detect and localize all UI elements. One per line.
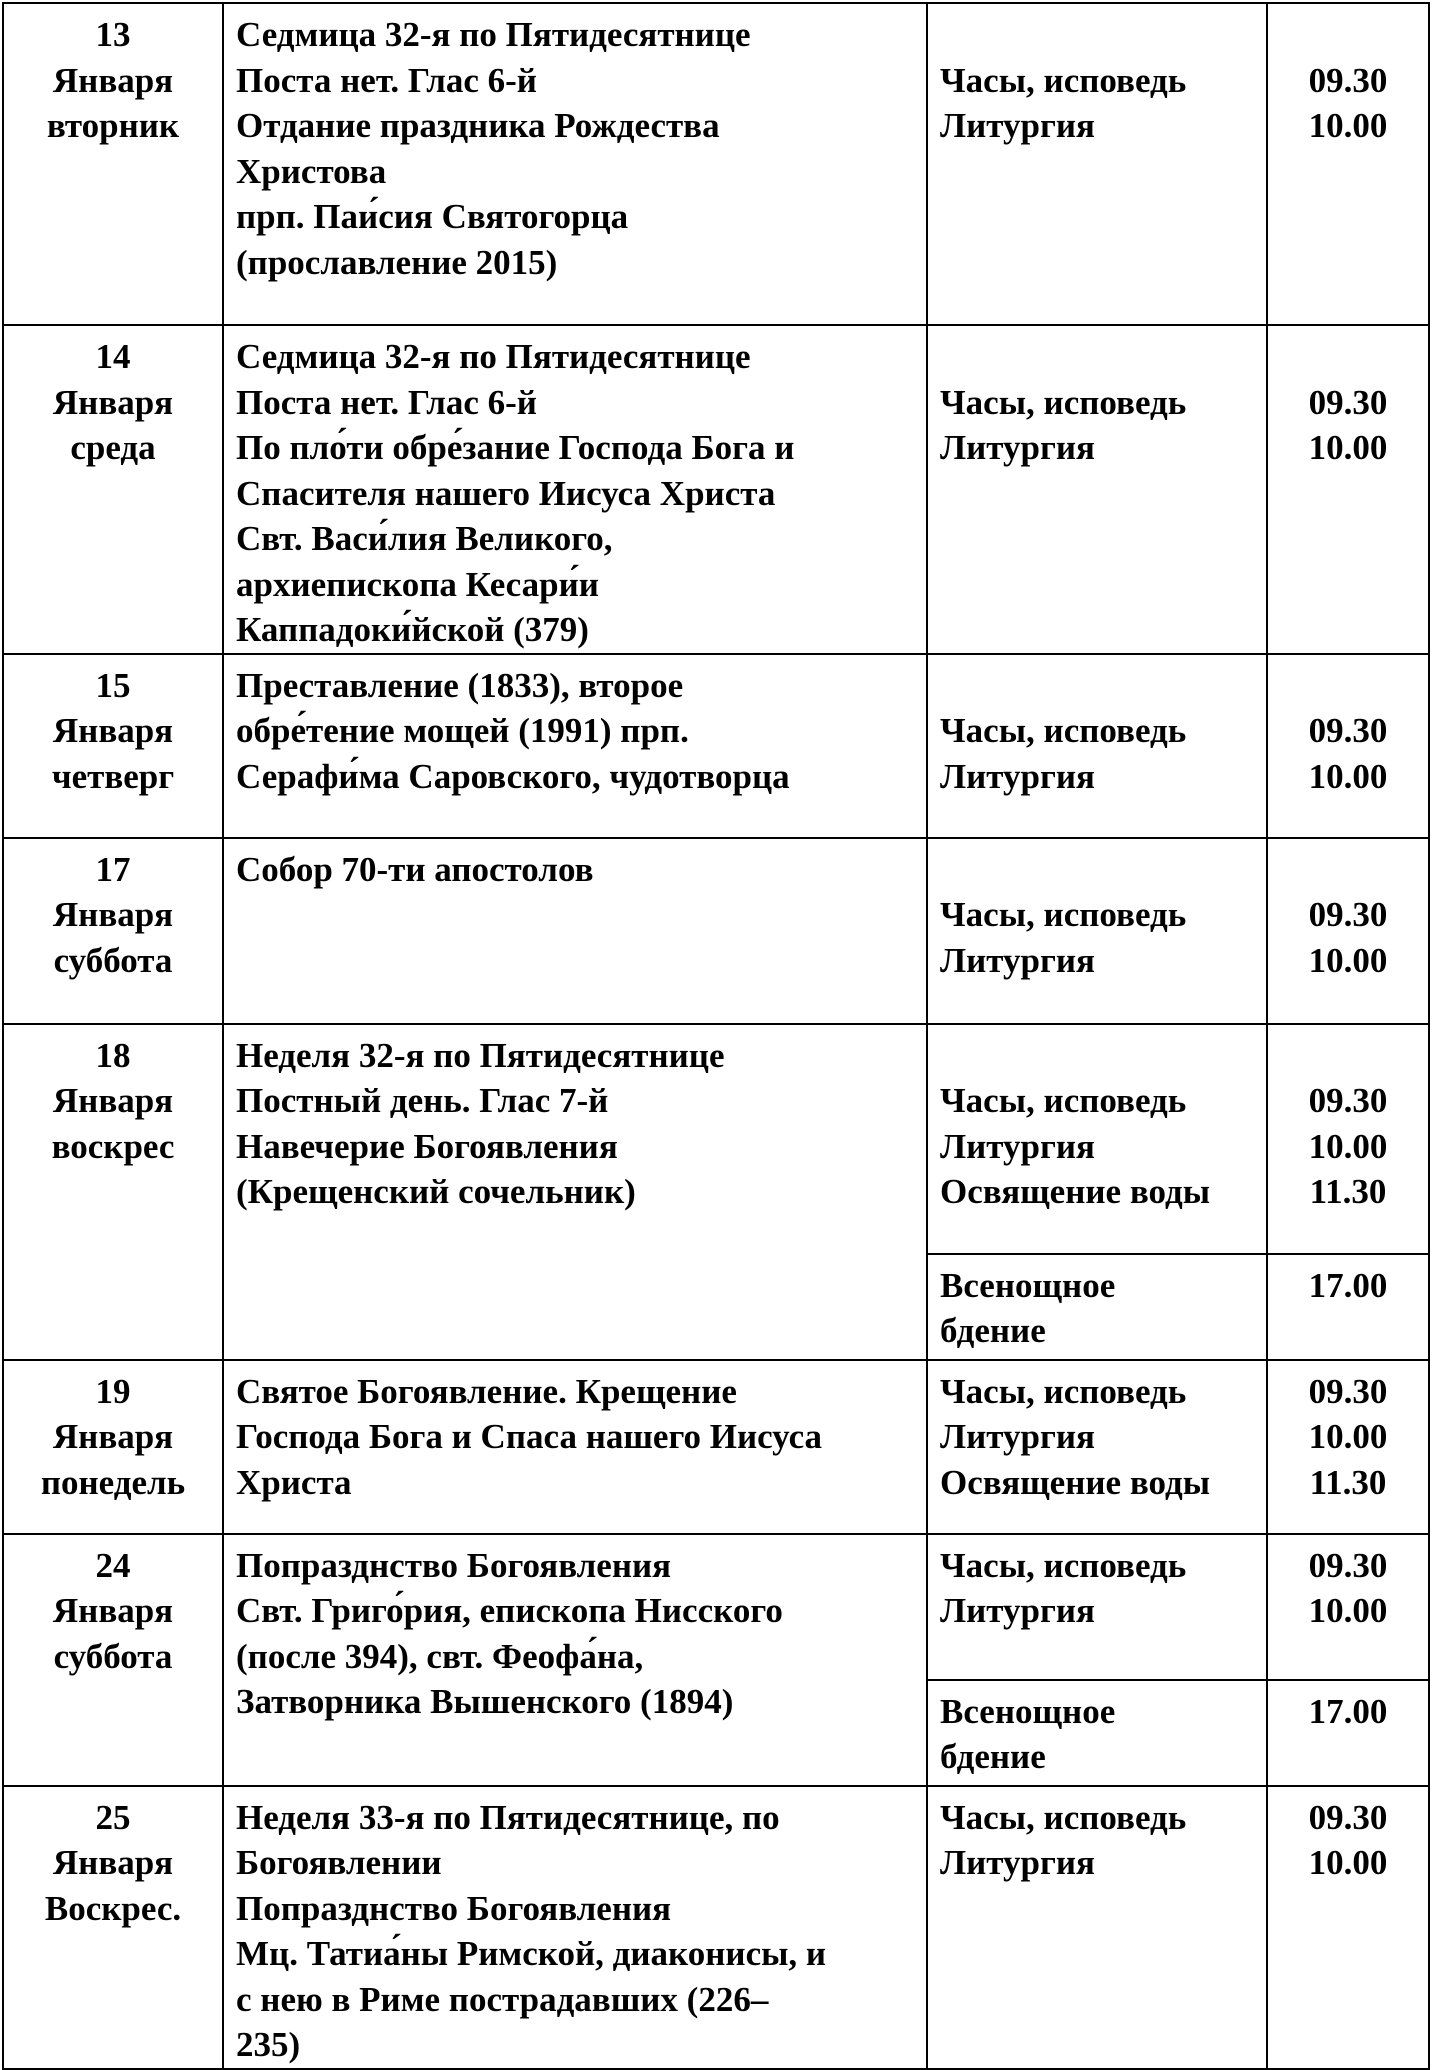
service-time: 09.30	[1308, 60, 1388, 100]
service-time: 10.00	[1308, 1126, 1388, 1166]
date-line: среда	[70, 428, 156, 467]
service-name: Литургия	[940, 1591, 1095, 1630]
date-line: Января	[52, 711, 174, 750]
service-name: Часы, исповедь	[940, 1371, 1187, 1411]
schedule-row	[3, 3, 1429, 325]
feast-line: Преставление (1833), второе	[236, 665, 684, 705]
service-name: Литургия	[940, 106, 1095, 145]
feast-line: Христова	[236, 151, 387, 191]
feast-line: Седмица 32-я по Пятидесятнице	[236, 337, 751, 376]
service-time: 09.30	[1308, 1081, 1388, 1120]
service-name: Освящение воды	[940, 1462, 1211, 1502]
service-name: Литургия	[940, 1843, 1095, 1882]
time-cell	[1267, 1786, 1429, 2069]
feast-line: Неделя 33-я по Пятидесятнице, по	[236, 1797, 780, 1837]
service-name	[940, 1033, 1256, 1079]
feast-line: Серафи́ма Саровского, чудотворца	[236, 756, 790, 796]
service-time: 11.30	[1309, 1462, 1387, 1502]
service-name: Часы, исповедь	[940, 60, 1187, 100]
service-cell	[927, 3, 1267, 325]
feast-line: 235)	[236, 2025, 301, 2064]
feast-line: Собор 70-ти апостолов	[236, 849, 594, 889]
service-name: Литургия	[940, 940, 1095, 980]
feast-line: Христа	[236, 1462, 352, 1502]
date-cell	[3, 654, 223, 838]
schedule-row	[3, 1534, 1429, 1680]
date-line: Января	[52, 1843, 174, 1882]
date-line: воскрес	[51, 1126, 175, 1166]
service-time: 10.00	[1308, 428, 1388, 467]
service-name: бдение	[940, 1737, 1046, 1776]
service-time: 10.00	[1308, 756, 1388, 796]
date-line: 19	[95, 1371, 131, 1411]
feast-line: Неделя 32-я по Пятидесятнице	[236, 1035, 725, 1075]
service-time	[1272, 12, 1424, 58]
feast-line: (после 394), свт. Феофа́на,	[236, 1636, 644, 1676]
feast-description-cell	[223, 838, 927, 1024]
date-line: 25	[95, 1797, 131, 1837]
feast-line: Мц. Татиа́ны Римской, диаконисы, и	[236, 1934, 827, 1973]
date-line: Января	[52, 895, 174, 934]
time-cell	[1267, 1254, 1429, 1360]
service-cell	[927, 654, 1267, 838]
service-time: 17.00	[1308, 1265, 1388, 1305]
service-time: 09.30	[1308, 711, 1388, 750]
feast-line: Поста нет. Глас 6-й	[236, 60, 537, 100]
date-line: суббота	[53, 1636, 173, 1676]
date-line: понедель	[40, 1462, 186, 1502]
date-line: Января	[52, 60, 174, 100]
date-cell	[3, 3, 223, 325]
service-name: бдение	[940, 1311, 1046, 1350]
date-line: четверг	[51, 756, 175, 796]
service-cell	[927, 325, 1267, 654]
date-line: 13	[95, 15, 131, 54]
feast-line: Каппадоки́йской (379)	[236, 610, 589, 649]
service-name: Всенощное	[940, 1265, 1116, 1305]
feast-line: Свт. Григо́рия, епископа Нисского	[236, 1591, 783, 1630]
feast-line: обре́тение мощей (1991) прп.	[236, 711, 689, 750]
service-name: Литургия	[940, 756, 1095, 796]
feast-description-cell	[223, 1360, 927, 1534]
service-cell	[927, 1680, 1267, 1786]
date-line: 24	[95, 1545, 131, 1585]
date-cell	[3, 1534, 223, 1786]
service-name: Часы, исповедь	[940, 382, 1187, 422]
feast-description-cell	[223, 3, 927, 325]
service-name: Часы, исповедь	[940, 1545, 1187, 1585]
service-time: 09.30	[1308, 1545, 1388, 1585]
time-cell	[1267, 654, 1429, 838]
schedule-row	[3, 1024, 1429, 1254]
date-line: 17	[95, 849, 131, 889]
feast-line: Навечерие Богоявления	[236, 1126, 618, 1166]
service-time: 10.00	[1308, 1591, 1388, 1630]
service-time: 10.00	[1308, 1417, 1388, 1456]
service-name	[940, 334, 1256, 380]
service-time: 09.30	[1308, 1797, 1388, 1837]
schedule-row	[3, 654, 1429, 838]
feast-description-cell	[223, 325, 927, 654]
date-cell	[3, 838, 223, 1024]
feast-line: Затворника Вышенского (1894)	[236, 1682, 734, 1721]
date-line: 14	[95, 337, 131, 376]
service-time	[1272, 663, 1424, 709]
date-line: 15	[95, 665, 131, 705]
time-cell	[1267, 1534, 1429, 1680]
feast-line: Постный день. Глас 7-й	[236, 1081, 609, 1120]
schedule-row	[3, 1786, 1429, 2069]
time-cell	[1267, 1360, 1429, 1534]
time-cell	[1267, 3, 1429, 325]
service-name: Часы, исповедь	[940, 1797, 1187, 1837]
service-cell	[927, 1024, 1267, 1254]
schedule-table	[2, 2, 1430, 2070]
service-time: 09.30	[1308, 1371, 1388, 1411]
service-name: Литургия	[940, 1126, 1095, 1166]
service-time	[1272, 334, 1424, 380]
service-time: 10.00	[1308, 106, 1388, 145]
feast-line: Богоявлении	[236, 1843, 442, 1882]
service-name: Литургия	[940, 1417, 1095, 1456]
service-name: Всенощное	[940, 1691, 1116, 1731]
feast-line: (Крещенский сочельник)	[236, 1172, 636, 1211]
service-name: Часы, исповедь	[940, 711, 1187, 750]
schedule-row	[3, 838, 1429, 1024]
feast-line: Седмица 32-я по Пятидесятнице	[236, 15, 751, 54]
date-cell	[3, 1024, 223, 1360]
date-line: Января	[52, 1081, 174, 1120]
feast-line: Поста нет. Глас 6-й	[236, 382, 537, 422]
service-name: Часы, исповедь	[940, 1081, 1187, 1120]
service-name	[940, 847, 1256, 893]
date-cell	[3, 1360, 223, 1534]
service-time: 09.30	[1308, 895, 1388, 934]
service-name	[940, 12, 1256, 58]
feast-description-cell	[223, 1024, 927, 1360]
service-cell	[927, 1534, 1267, 1680]
date-line: вторник	[46, 106, 180, 145]
service-cell	[927, 1786, 1267, 2069]
feast-line: архиепископа Кесари́и	[236, 564, 599, 604]
feast-line: Попразднство Богоявления	[236, 1545, 672, 1585]
schedule-row	[3, 325, 1429, 654]
service-time: 09.30	[1308, 382, 1388, 422]
time-cell	[1267, 1024, 1429, 1254]
date-line: суббота	[53, 940, 173, 980]
time-cell	[1267, 325, 1429, 654]
service-name: Освящение воды	[940, 1172, 1211, 1211]
date-cell	[3, 325, 223, 654]
feast-description-cell	[223, 1534, 927, 1786]
date-line: Января	[52, 1591, 174, 1630]
schedule-row	[3, 1360, 1429, 1534]
service-cell	[927, 838, 1267, 1024]
service-time: 11.30	[1309, 1172, 1387, 1211]
service-cell	[927, 1254, 1267, 1360]
service-name: Часы, исповедь	[940, 895, 1187, 934]
date-line: Воскрес.	[44, 1888, 182, 1928]
service-name: Литургия	[940, 428, 1095, 467]
feast-line: прп. Паи́сия Святогорца	[236, 197, 629, 236]
feast-description-cell	[223, 654, 927, 838]
feast-line: Спасителя нашего Иисуса Христа	[236, 473, 776, 513]
date-line: 18	[95, 1035, 131, 1075]
feast-description-cell	[223, 1786, 927, 2069]
service-name	[940, 663, 1256, 709]
feast-line: с нею в Риме пострадавших (226–	[236, 1979, 769, 2019]
date-line: Января	[52, 382, 174, 422]
service-time: 10.00	[1308, 940, 1388, 980]
feast-line: Святое Богоявление. Крещение	[236, 1371, 737, 1411]
date-cell	[3, 1786, 223, 2069]
service-cell	[927, 1360, 1267, 1534]
feast-line: Господа Бога и Спаса нашего Иисуса	[236, 1417, 823, 1456]
feast-line: (прославление 2015)	[236, 242, 558, 282]
feast-line: Свт. Васи́лия Великого,	[236, 519, 613, 558]
service-time	[1272, 847, 1424, 893]
time-cell	[1267, 1680, 1429, 1786]
feast-line: Попразднство Богоявления	[236, 1888, 672, 1928]
service-time: 17.00	[1308, 1691, 1388, 1731]
feast-line: По пло́ти обре́зание Господа Бога и	[236, 428, 795, 467]
feast-line: Отдание праздника Рождества	[236, 106, 720, 145]
date-line: Января	[52, 1417, 174, 1456]
time-cell	[1267, 838, 1429, 1024]
service-time: 10.00	[1308, 1843, 1388, 1882]
service-time	[1272, 1033, 1424, 1079]
